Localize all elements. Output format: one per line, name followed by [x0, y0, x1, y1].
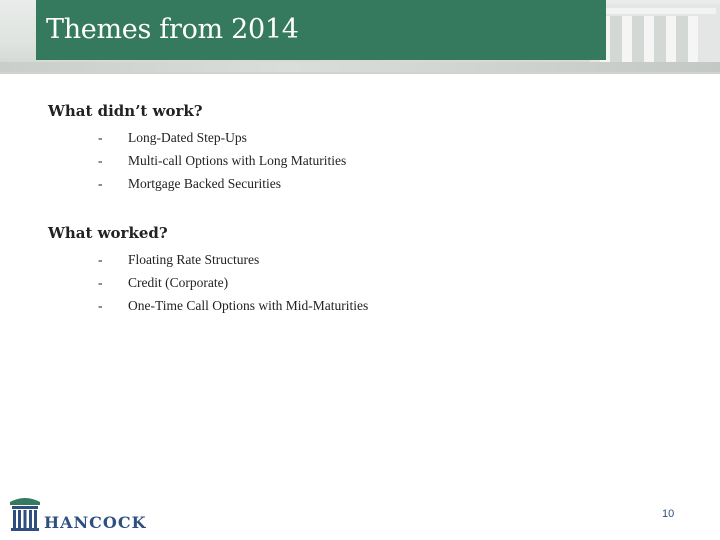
hancock-logo — [8, 496, 146, 532]
title-box — [36, 0, 606, 60]
column-logo-icon — [8, 496, 42, 532]
section-heading: What worked? — [48, 224, 168, 242]
building-columns-image — [590, 4, 720, 70]
list-item: - Floating Rate Structures — [98, 252, 260, 267]
logo-wordmark: HANCOCK — [44, 513, 147, 532]
section-didnt-work — [48, 102, 346, 195]
list-item: - One-Time Call Options with Mid-Maturities — [98, 298, 369, 313]
header-strip — [0, 62, 720, 72]
section-heading: What didn’t work? — [48, 102, 203, 120]
section-worked — [48, 224, 368, 317]
slide-title: Themes from 2014 — [46, 14, 299, 45]
list-item: - Long-Dated Step-Ups — [98, 130, 247, 145]
list-item: - Mortgage Backed Securities — [98, 176, 281, 191]
list-item: - Multi-call Options with Long Maturities — [98, 153, 347, 168]
list-item: - Credit (Corporate) — [98, 275, 229, 290]
page-number: 10 — [662, 508, 675, 520]
